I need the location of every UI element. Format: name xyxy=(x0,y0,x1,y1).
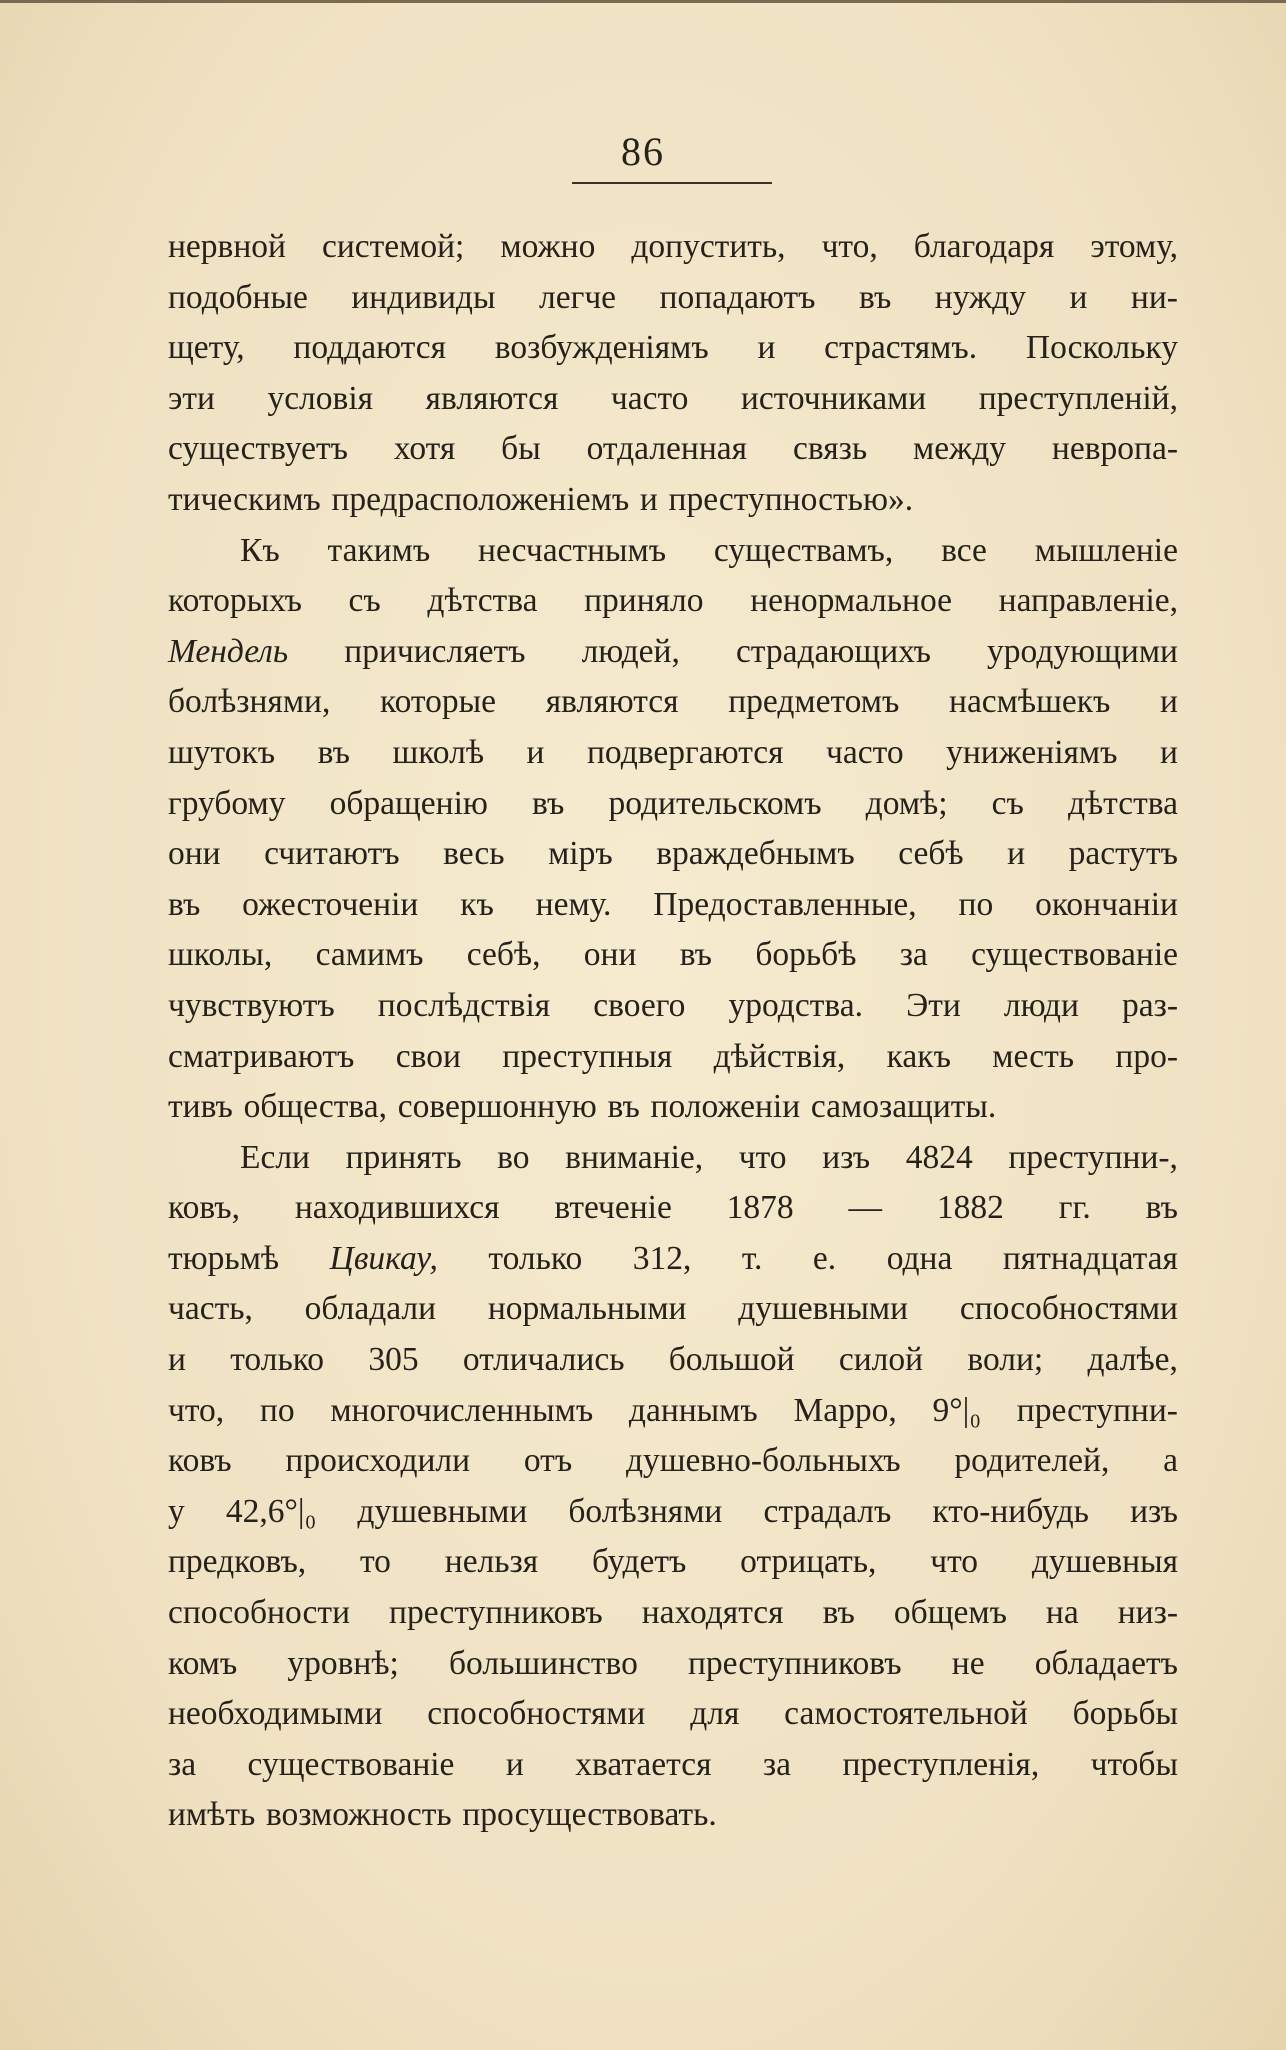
word: источниками xyxy=(740,379,927,417)
word: уровнѣ; xyxy=(287,1644,399,1682)
word: отрицать, xyxy=(740,1543,877,1581)
word: враждебнымъ xyxy=(656,835,855,873)
word: школы, xyxy=(168,936,273,974)
word: направленіе, xyxy=(998,582,1178,620)
word: часто xyxy=(610,379,689,417)
word: преступниковъ xyxy=(688,1644,902,1682)
word: себѣ, xyxy=(466,936,541,974)
word: по xyxy=(958,885,994,923)
word: невропа- xyxy=(1051,430,1178,468)
word: просуществовать. xyxy=(462,1796,717,1834)
word: они xyxy=(583,936,637,974)
word: дѣтства xyxy=(427,582,538,620)
word: школѣ xyxy=(392,733,485,771)
word: преступленій, xyxy=(978,379,1178,417)
word: 9°|₀ xyxy=(932,1391,982,1429)
word: изъ xyxy=(1130,1492,1178,1530)
word: въ xyxy=(858,278,892,316)
word: имѣть xyxy=(168,1796,256,1834)
word: дѣтства xyxy=(1067,784,1178,822)
word: въ xyxy=(317,733,350,771)
word: хватается xyxy=(575,1745,712,1783)
word: способностями xyxy=(959,1290,1178,1328)
word: что, xyxy=(821,228,878,265)
paragraph-first-line xyxy=(168,1133,1178,1184)
text-line xyxy=(168,880,1178,931)
word: поддаются xyxy=(293,329,447,367)
word: въ xyxy=(1145,1189,1178,1227)
text-line xyxy=(168,1386,1178,1437)
text-line xyxy=(168,1740,1178,1791)
text-line xyxy=(168,1234,1178,1285)
word: легче xyxy=(539,278,617,316)
word: тивъ xyxy=(168,1088,233,1126)
word: то xyxy=(359,1543,391,1581)
word: весь xyxy=(443,835,505,873)
word: большой xyxy=(668,1341,795,1379)
word: е. xyxy=(812,1239,837,1277)
word: будетъ xyxy=(592,1543,687,1581)
word: кто-нибудь xyxy=(932,1492,1089,1530)
word: можно xyxy=(500,228,596,265)
word: и xyxy=(1160,683,1178,721)
word: Цвикау, xyxy=(329,1239,438,1277)
word: общемъ xyxy=(893,1594,1007,1632)
word: Мендель xyxy=(168,632,289,670)
word: приняло xyxy=(584,582,704,620)
word: нельзя xyxy=(444,1543,539,1581)
word: Если xyxy=(240,1138,310,1176)
word: многочисленнымъ xyxy=(330,1391,594,1429)
text-line xyxy=(168,930,1178,981)
word: 1882 xyxy=(936,1189,1004,1227)
word: самозащиты. xyxy=(810,1088,997,1126)
word: домѣ; xyxy=(865,784,948,822)
word: все xyxy=(941,531,987,569)
word: положеніи xyxy=(650,1088,801,1126)
word: большинство xyxy=(449,1644,638,1682)
word: родительскомъ xyxy=(608,784,822,822)
text-line xyxy=(168,829,1178,880)
word: нужду xyxy=(934,278,1026,316)
word: своего xyxy=(593,986,686,1024)
word: ковъ xyxy=(168,1442,232,1480)
word: происходили xyxy=(285,1442,471,1480)
word: далѣе, xyxy=(1087,1341,1178,1379)
word: уродующими xyxy=(987,632,1178,670)
word: съ xyxy=(991,784,1024,822)
text-line xyxy=(168,677,1178,728)
word: втеченіе xyxy=(554,1189,672,1227)
word: ненормальное xyxy=(750,582,952,620)
word: на xyxy=(1045,1594,1079,1632)
text-line xyxy=(168,1790,1178,1841)
word: душевно-больныхъ xyxy=(625,1442,901,1480)
word: обладаетъ xyxy=(1034,1644,1178,1682)
word: которые xyxy=(380,683,497,721)
word: воли; xyxy=(967,1341,1044,1379)
word: ожесточеніи xyxy=(242,885,419,923)
word: къ xyxy=(460,885,494,923)
word: низ- xyxy=(1117,1594,1178,1632)
word: самостоятельной xyxy=(784,1695,1028,1733)
word: душевными xyxy=(738,1290,909,1328)
word: причисляетъ xyxy=(344,632,526,670)
word: являются xyxy=(545,683,679,721)
word: существованіе xyxy=(971,936,1178,974)
word: борьбѣ xyxy=(755,936,857,974)
word: вниманіе, xyxy=(565,1138,704,1176)
word: т. xyxy=(741,1239,763,1277)
word: ни- xyxy=(1130,278,1178,316)
word: предковъ, xyxy=(168,1543,307,1581)
word: часть, xyxy=(168,1290,253,1328)
word: уродства. xyxy=(728,986,863,1024)
word: преступни-, xyxy=(1008,1138,1178,1176)
word: комъ xyxy=(168,1644,238,1682)
word: и xyxy=(168,1341,186,1379)
word: что xyxy=(738,1138,787,1176)
word: нему. xyxy=(535,885,612,923)
word: растутъ xyxy=(1068,835,1178,873)
word: страстямъ. xyxy=(824,329,978,367)
word: сматриваютъ xyxy=(168,1037,355,1075)
word: индивиды xyxy=(351,278,496,316)
word: послѣдствія xyxy=(377,986,551,1024)
word: насмѣшекъ xyxy=(949,683,1111,721)
header-rule xyxy=(572,182,772,184)
text-line xyxy=(168,1689,1178,1740)
word: преступностью». xyxy=(668,480,914,518)
word: являются xyxy=(425,379,559,417)
word: болѣзнями xyxy=(568,1492,723,1530)
word: находятся xyxy=(641,1594,784,1632)
word: подвергаются xyxy=(587,733,784,771)
text-line xyxy=(168,1537,1178,1588)
word: возможность xyxy=(265,1796,452,1834)
word: предметомъ xyxy=(728,683,900,721)
word: несчастнымъ xyxy=(478,531,667,569)
word: существованіе xyxy=(247,1745,455,1783)
word: находившихся xyxy=(294,1189,500,1227)
word: въ xyxy=(679,936,713,974)
word: системой; xyxy=(322,228,465,265)
word: условія xyxy=(267,379,374,417)
word: самимъ xyxy=(315,936,424,974)
text-line xyxy=(168,323,1178,374)
word: и xyxy=(505,1745,524,1783)
word: въ xyxy=(607,1088,640,1126)
word: люди xyxy=(1003,986,1079,1024)
word: во xyxy=(497,1138,530,1176)
word: и xyxy=(1007,835,1026,873)
word: возбужденіямъ xyxy=(494,329,709,367)
text-line xyxy=(168,475,1178,526)
word: и xyxy=(1069,278,1088,316)
word: что, xyxy=(168,1391,225,1429)
word: бы xyxy=(501,430,541,468)
word: подобные xyxy=(168,278,308,316)
word: 312, xyxy=(632,1239,692,1277)
body-text xyxy=(168,222,1178,1841)
word: чувствуютъ xyxy=(168,986,335,1024)
text-line xyxy=(168,576,1178,627)
word: преступныя xyxy=(502,1037,673,1075)
word: существамъ, xyxy=(713,531,894,569)
text-line xyxy=(168,222,1178,273)
word: эти xyxy=(168,379,215,417)
word: силой xyxy=(838,1341,924,1379)
word: міръ xyxy=(548,835,613,873)
word: Поскольку xyxy=(1025,329,1178,367)
word: месть xyxy=(992,1037,1074,1075)
word: необходимыми xyxy=(168,1695,383,1733)
word: униженіямъ xyxy=(946,733,1118,771)
word: отличались xyxy=(462,1341,625,1379)
word: дѣйствія, xyxy=(713,1037,846,1075)
word: связь xyxy=(792,430,868,468)
word: преступни- xyxy=(1016,1391,1178,1429)
word: обладали xyxy=(304,1290,437,1328)
word: этому, xyxy=(1090,228,1178,265)
word: общества, xyxy=(243,1088,388,1126)
word: пятнадцатая xyxy=(1002,1239,1178,1277)
text-line xyxy=(168,1284,1178,1335)
word: ковъ, xyxy=(168,1189,241,1227)
text-line xyxy=(168,424,1178,475)
word: въ xyxy=(532,784,565,822)
word: преступниковъ xyxy=(389,1594,603,1632)
word: въ xyxy=(168,885,201,923)
word: часто xyxy=(826,733,904,771)
word: не xyxy=(951,1644,985,1682)
word: болѣзнями, xyxy=(168,683,331,721)
word: Предоставленные, xyxy=(653,885,917,923)
word: которыхъ xyxy=(168,582,302,620)
word: Эти xyxy=(906,986,961,1024)
word: они xyxy=(168,835,221,873)
word: способности xyxy=(168,1594,350,1632)
page-number: 86 xyxy=(621,129,665,174)
word: — xyxy=(848,1189,883,1227)
word: гг. xyxy=(1058,1189,1091,1227)
word: съ xyxy=(348,582,381,620)
word: Къ xyxy=(240,531,280,569)
word: отъ xyxy=(523,1442,573,1480)
word: благодаря xyxy=(913,228,1055,265)
word: допустить, xyxy=(631,228,786,265)
word: окончаніи xyxy=(1035,885,1178,923)
word: свои xyxy=(395,1037,461,1075)
text-line xyxy=(168,1082,1178,1133)
word: изъ xyxy=(822,1138,871,1176)
word: 4824 xyxy=(905,1138,973,1176)
word: у xyxy=(168,1492,185,1530)
word: существуетъ xyxy=(168,430,348,468)
word: душевными xyxy=(357,1492,528,1530)
word: только xyxy=(230,1341,325,1379)
text-line xyxy=(168,728,1178,779)
word: предрасположеніемъ xyxy=(331,480,630,518)
text-line xyxy=(168,1487,1178,1538)
word: отдаленная xyxy=(586,430,748,468)
paragraph-first-line xyxy=(168,526,1178,577)
text-line xyxy=(168,1032,1178,1083)
word: раз- xyxy=(1121,986,1178,1024)
word: и xyxy=(1159,733,1178,771)
word: только xyxy=(488,1239,583,1277)
word: въ xyxy=(822,1594,855,1632)
word: про- xyxy=(1115,1037,1178,1075)
word: даннымъ xyxy=(628,1391,758,1429)
word: для xyxy=(690,1695,740,1733)
word: и xyxy=(757,329,776,367)
word: 305 xyxy=(368,1341,419,1379)
text-line xyxy=(168,374,1178,425)
word: шутокъ xyxy=(168,733,276,771)
text-line xyxy=(168,1183,1178,1234)
word: грубому xyxy=(168,784,286,822)
word: обращенію xyxy=(329,784,488,822)
word: что xyxy=(930,1543,979,1581)
text-line xyxy=(168,1588,1178,1639)
word: тюрьмѣ xyxy=(168,1239,280,1277)
word: и xyxy=(526,733,545,771)
word: а xyxy=(1163,1442,1178,1480)
word: какъ xyxy=(886,1037,951,1075)
text-line xyxy=(168,627,1178,678)
word: родителей, xyxy=(954,1442,1110,1480)
word: за xyxy=(899,936,928,974)
text-line xyxy=(168,273,1178,324)
word: 1878 xyxy=(726,1189,794,1227)
word: считаютъ xyxy=(264,835,400,873)
word: совершонную xyxy=(397,1088,597,1126)
text-line xyxy=(168,1436,1178,1487)
top-border-line xyxy=(0,0,1286,3)
word: попадаютъ xyxy=(659,278,816,316)
word: одна xyxy=(886,1239,953,1277)
word: душевныя xyxy=(1031,1543,1178,1581)
word: 42,6°|₀ xyxy=(225,1492,317,1530)
word: чтобы xyxy=(1090,1745,1178,1783)
text-line xyxy=(168,779,1178,830)
word: принять xyxy=(345,1138,462,1176)
word: и xyxy=(639,480,658,518)
text-line xyxy=(168,981,1178,1032)
word: людей, xyxy=(581,632,680,670)
word: страдающихъ xyxy=(735,632,931,670)
word: мышленіе xyxy=(1034,531,1178,569)
word: способностями xyxy=(427,1695,646,1733)
text-line xyxy=(168,1335,1178,1386)
word: борьбы xyxy=(1072,1695,1178,1733)
word: по xyxy=(259,1391,295,1429)
word: себѣ xyxy=(898,835,964,873)
word: тическимъ xyxy=(168,480,321,518)
word: Марро, xyxy=(793,1391,897,1429)
word: такимъ xyxy=(327,531,431,569)
word: за xyxy=(762,1745,792,1783)
word: щету, xyxy=(168,329,245,367)
word: между xyxy=(913,430,1007,468)
text-line xyxy=(168,1639,1178,1690)
word: нервной xyxy=(168,228,286,265)
word: нормальными xyxy=(487,1290,687,1328)
word: за xyxy=(168,1745,197,1783)
word: страдалъ xyxy=(763,1492,892,1530)
word: хотя xyxy=(393,430,456,468)
word: преступленія, xyxy=(842,1745,1040,1783)
